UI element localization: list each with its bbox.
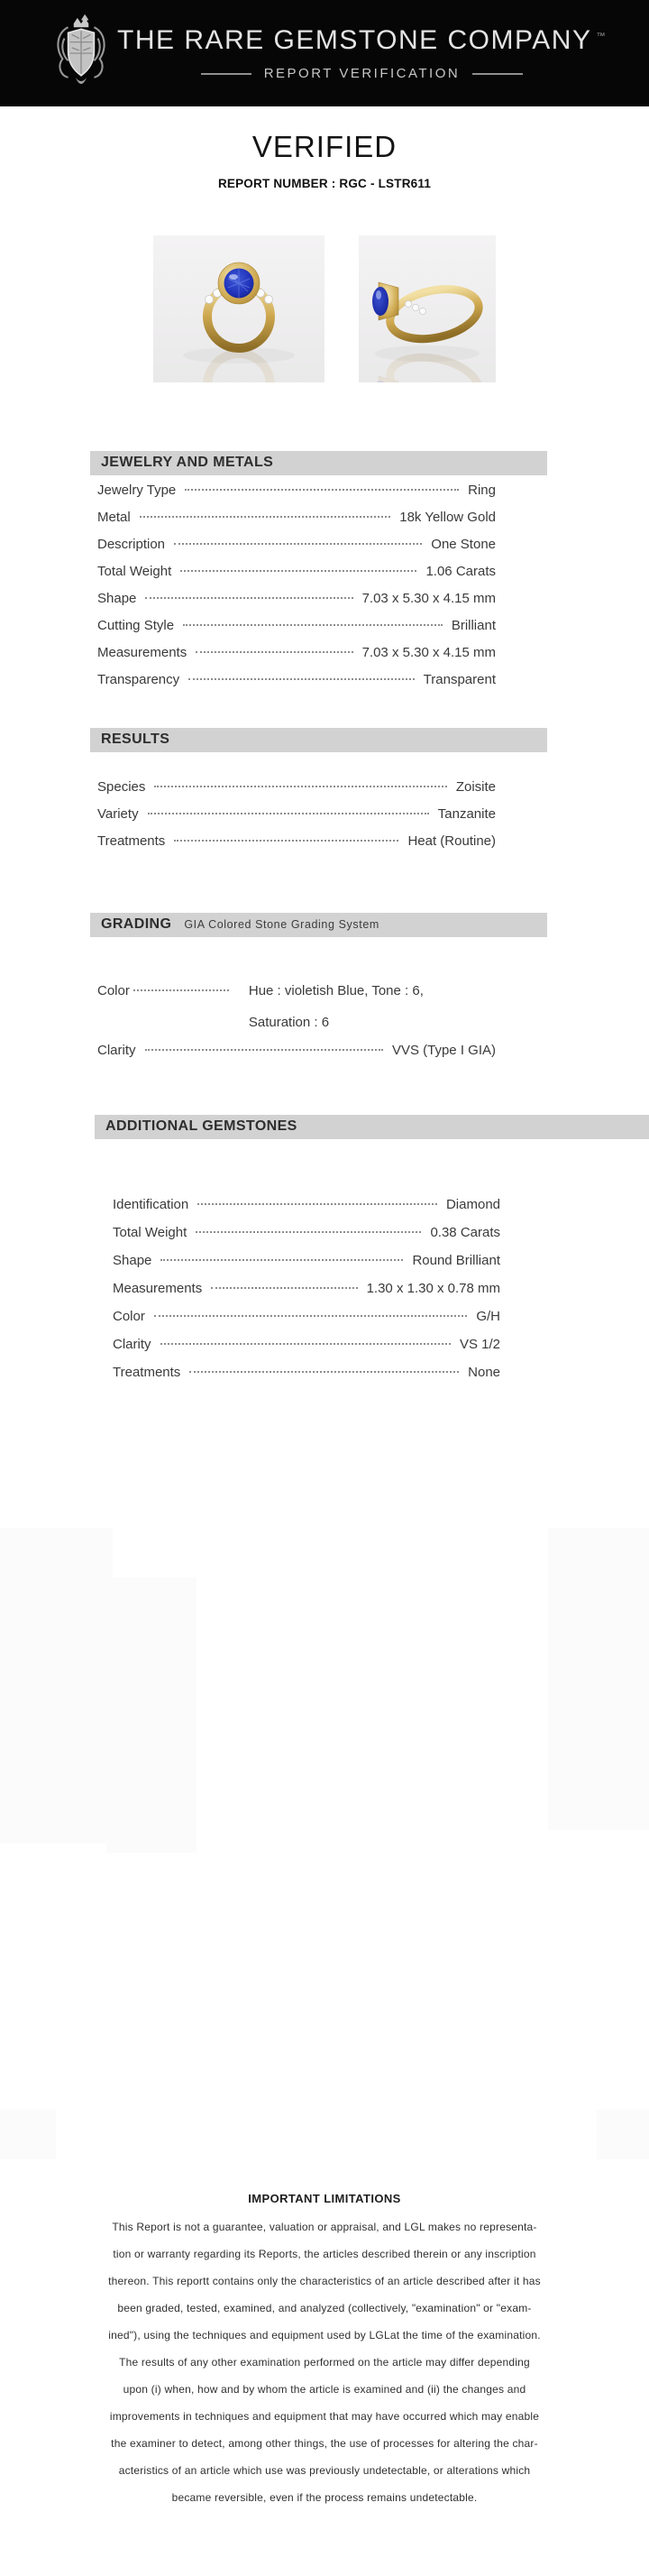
dotted-leader xyxy=(196,1231,421,1233)
masthead xyxy=(0,0,649,106)
grading-system-note: GIA Colored Stone Grading System xyxy=(184,918,379,931)
dotted-leader xyxy=(148,813,429,814)
masthead-text xyxy=(117,25,607,81)
dotted-leader xyxy=(174,840,398,842)
important-limitations xyxy=(0,2192,649,2511)
spec-label: Measurements xyxy=(97,645,187,660)
spec-value xyxy=(249,975,424,1038)
spec-row-measurements xyxy=(97,645,496,672)
spec-label: Shape xyxy=(97,591,137,606)
spec-row-description xyxy=(97,537,496,564)
jewelry-spec-list xyxy=(97,483,496,699)
dotted-leader xyxy=(197,1203,437,1205)
spec-row-shape xyxy=(97,591,496,618)
limitations-line: acteristics of an article which use was previously undetectable, or alterations which xyxy=(118,2464,531,2477)
dotted-leader xyxy=(160,1343,451,1345)
limitations-line: This Report is not a guarantee, valuation or appraisal, and LGL makes no representa- xyxy=(112,2221,537,2233)
right-rule xyxy=(472,73,523,75)
spec-row-color xyxy=(97,975,496,1038)
verified-status: VERIFIED xyxy=(251,130,398,163)
limitations-line: became reversible, even if the process remains undetectable. xyxy=(171,2491,478,2504)
section-header-additional-gemstones xyxy=(95,1115,649,1139)
spec-row-shape xyxy=(113,1253,500,1281)
spec-row-measurements xyxy=(113,1281,500,1309)
dotted-leader xyxy=(140,516,391,518)
spec-row-color xyxy=(113,1309,500,1337)
dotted-leader xyxy=(160,1259,403,1261)
dotted-leader xyxy=(180,570,416,572)
spec-row-total-weight xyxy=(113,1225,500,1253)
limitations-line: The results of any other examination performed on the article may differ depending xyxy=(119,2356,530,2369)
spec-label: Treatments xyxy=(97,833,166,849)
spec-value: Ring xyxy=(468,483,496,498)
limitations-text xyxy=(0,2213,649,2511)
spec-row-jewelry-type xyxy=(97,483,496,510)
limitations-line: the examiner to detect, among other things, the use of processes for altering the char- xyxy=(111,2437,538,2450)
spec-row-metal xyxy=(97,510,496,537)
spec-value: 18k Yellow Gold xyxy=(399,510,496,525)
spec-label: Color xyxy=(113,1309,145,1324)
limitations-line: tion or warranty regarding its Reports, the articles described therein or any inscription xyxy=(113,2248,536,2260)
results-spec-list xyxy=(97,779,496,860)
dotted-leader xyxy=(154,786,446,787)
spec-row-clarity xyxy=(113,1337,500,1365)
section-title: GRADING xyxy=(101,916,172,932)
limitations-line: ined"), using the techniques and equipment used by LGLat the time of the examination. xyxy=(108,2329,541,2341)
spec-value: 1.30 x 1.30 x 0.78 mm xyxy=(366,1281,500,1296)
grading-spec-list xyxy=(97,975,496,1070)
limitations-line: been graded, tested, examined, and analyzed (collectively, "examination" or "exam- xyxy=(117,2302,532,2314)
dotted-leader xyxy=(211,1287,357,1289)
additional-gemstones-spec-list xyxy=(113,1197,500,1393)
item-photos xyxy=(0,235,649,382)
dotted-leader xyxy=(174,543,422,545)
spec-value: Transparent xyxy=(423,672,496,687)
spec-label: Species xyxy=(97,779,146,795)
section-title: RESULTS xyxy=(101,731,170,747)
company-name xyxy=(117,25,607,56)
spec-row-cutting-style xyxy=(97,618,496,645)
spec-row-total-weight xyxy=(97,564,496,591)
section-header-jewelry-and-metals xyxy=(90,451,547,475)
spec-value: Brilliant xyxy=(451,618,496,633)
spec-value: Diamond xyxy=(445,1197,500,1212)
left-rule xyxy=(201,73,251,75)
spec-label: Total Weight xyxy=(97,564,172,579)
faint-placeholder xyxy=(548,1528,649,1830)
color-value-line2: Saturation : 6 xyxy=(248,1015,330,1030)
dotted-leader xyxy=(188,678,415,680)
dotted-leader xyxy=(154,1315,467,1317)
faint-placeholder xyxy=(0,1528,113,1844)
spec-value: VS 1/2 xyxy=(459,1337,500,1352)
spec-row-treatments xyxy=(97,833,496,860)
spec-value: 7.03 x 5.30 x 4.15 mm xyxy=(361,645,496,660)
spec-value: 7.03 x 5.30 x 4.15 mm xyxy=(361,591,496,606)
spec-row-species xyxy=(97,779,496,806)
masthead-subtitle: REPORT VERIFICATION xyxy=(263,66,461,81)
section-title: JEWELRY AND METALS xyxy=(101,455,274,470)
spec-value: VVS (Type I GIA) xyxy=(391,1043,496,1058)
section-header-grading xyxy=(90,913,547,937)
spec-row-clarity xyxy=(97,1043,496,1070)
color-value-line1: Hue : violetish Blue, Tone : 6, xyxy=(248,983,424,998)
spec-value: Tanzanite xyxy=(437,806,496,822)
spec-row-identification xyxy=(113,1197,500,1225)
dotted-leader xyxy=(145,1049,383,1051)
spec-label: Identification xyxy=(113,1197,189,1212)
spec-label: Color xyxy=(97,983,130,998)
spec-value: None xyxy=(468,1365,500,1380)
dotted-leader xyxy=(196,651,352,653)
spec-label: Variety xyxy=(97,806,139,822)
company-name-text: THE RARE GEMSTONE COMPANY xyxy=(117,25,592,55)
spec-label: Description xyxy=(97,537,166,552)
company-logo xyxy=(45,8,117,98)
section-title: ADDITIONAL GEMSTONES xyxy=(105,1118,297,1134)
spec-label: Treatments xyxy=(113,1365,181,1380)
dotted-leader xyxy=(185,489,459,491)
spec-value: G/H xyxy=(476,1309,500,1324)
spec-label: Transparency xyxy=(97,672,180,687)
spec-value: 1.06 Carats xyxy=(425,564,496,579)
faint-placeholder xyxy=(106,1578,197,1853)
spec-label: Shape xyxy=(113,1253,152,1268)
dotted-leader xyxy=(189,1371,459,1373)
report-verification-banner xyxy=(201,66,524,81)
spec-value: Round Brilliant xyxy=(412,1253,500,1268)
ring-side-photo xyxy=(359,235,496,382)
spec-label: Clarity xyxy=(97,1043,136,1058)
spec-label: Jewelry Type xyxy=(97,483,177,498)
blank-zone xyxy=(0,1393,649,2192)
trademark-symbol: ™ xyxy=(596,32,607,41)
section-header-results xyxy=(90,728,547,752)
dotted-leader xyxy=(133,989,229,991)
spec-value: Zoisite xyxy=(455,779,496,795)
spec-label: Total Weight xyxy=(113,1225,187,1240)
spec-label: Measurements xyxy=(113,1281,203,1296)
spec-row-transparency xyxy=(97,672,496,699)
faint-placeholder xyxy=(0,2110,56,2159)
spec-label: Clarity xyxy=(113,1337,151,1352)
heraldic-crest-icon xyxy=(51,10,111,97)
limitations-line: upon (i) when, how and by whom the article is examined and (ii) the changes and xyxy=(123,2383,526,2396)
report-number: REPORT NUMBER : RGC - LSTR611 xyxy=(217,177,432,190)
spec-row-treatments xyxy=(113,1365,500,1393)
dotted-leader xyxy=(145,597,352,599)
spec-label: Metal xyxy=(97,510,131,525)
limitations-line: improvements in techniques and equipment that may have occurred which may enable xyxy=(109,2410,540,2423)
spec-value: 0.38 Carats xyxy=(430,1225,500,1240)
faint-placeholder xyxy=(597,2110,649,2159)
spec-value: Heat (Routine) xyxy=(407,833,496,849)
spec-label: Cutting Style xyxy=(97,618,175,633)
limitations-line: thereon. This reportt contains only the characteristics of an article described after it has xyxy=(108,2275,541,2287)
dotted-leader xyxy=(183,624,443,626)
spec-value: One Stone xyxy=(431,537,496,552)
limitations-title: IMPORTANT LIMITATIONS xyxy=(248,2192,401,2205)
spec-row-variety xyxy=(97,806,496,833)
ring-front-photo xyxy=(153,235,324,382)
